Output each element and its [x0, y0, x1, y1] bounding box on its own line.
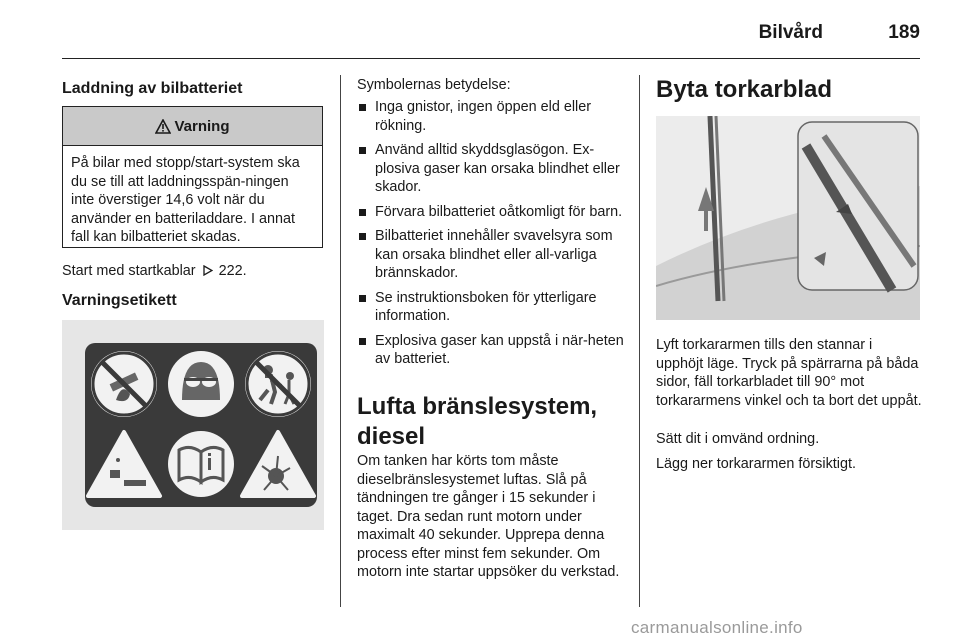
warning-title: Varning: [174, 117, 230, 135]
jump-start-reference: [62, 262, 247, 281]
list-item: Förvara bilbatteriet oåtkomligt för barn.: [357, 203, 625, 222]
wiper-step-3: Lägg ner torkararmen försiktigt.: [656, 456, 856, 472]
page-number: 189: [888, 22, 920, 43]
battery-charging-heading: Laddning av bilbatteriet: [62, 80, 243, 97]
warning-label-heading: Varningsetikett: [62, 292, 177, 309]
symbol-list: [357, 98, 625, 375]
wiper-step-2: Sätt dit i omvänd ordning.: [656, 431, 820, 447]
wiper-heading: Byta torkarblad: [656, 76, 833, 103]
jump-start-text: Start med startkablar: [62, 263, 196, 279]
column-divider: [639, 75, 640, 607]
warning-text: På bilar med stopp/start-system ska du se till att laddningsspän-ningen inte överstiger 14,6 volt när du använder en batteriladdare. I annat fall kan bilbatteriet skadas.: [71, 155, 300, 245]
battery-warning-label-image: [62, 320, 324, 530]
warning-header: [63, 107, 322, 146]
list-item: Explosiva gaser kan uppstå i när-heten av batteriet.: [357, 332, 625, 369]
warning-box: [62, 106, 323, 248]
watermark: carmanualsonline.info: [631, 618, 803, 637]
section-title: Bilvård: [758, 22, 823, 43]
page-reference-arrow-icon: [203, 265, 213, 276]
list-item: Bilbatteriet innehåller svavelsyra som kan orsaka blindhet eller all-varliga brännskador.: [357, 227, 625, 283]
list-item: Inga gnistor, ingen öppen eld eller rökning.: [357, 98, 625, 135]
list-item: Se instruktionsboken för ytterligare information.: [357, 289, 625, 326]
list-item: Använd alltid skyddsglasögon. Ex-plosiva gaser kan orsaka blindhet eller skador.: [357, 141, 625, 197]
column-divider: [340, 75, 341, 607]
bleed-fuel-heading: Lufta bränslesystem, diesel: [357, 393, 598, 450]
symbols-heading: Symbolernas betydelse:: [357, 77, 511, 93]
bleed-fuel-text: Om tanken har körts tom måste dieselbränslesystemet luftas. Slå på tändningen tre gånger i 15 sekunder i taget. Dra sedan runt motorn under maximalt 40 sekunder. Upprepa denna process efter minst fem sekunder. Om motorn inte startar uppsöker du verkstad.: [357, 453, 620, 580]
jump-start-page: 222.: [218, 263, 247, 279]
warning-triangle-icon: [155, 119, 171, 134]
wiper-step-1: Lyft torkararmen tills den stannar i upphöjt läge. Tryck på spärrarna på båda sidor, fäll torkarbladet till 90° mot torkararmens vinkel och ta bort det uppåt.: [656, 337, 922, 409]
wiper-blade-illustration: [656, 116, 920, 320]
header-rule: [62, 58, 920, 59]
